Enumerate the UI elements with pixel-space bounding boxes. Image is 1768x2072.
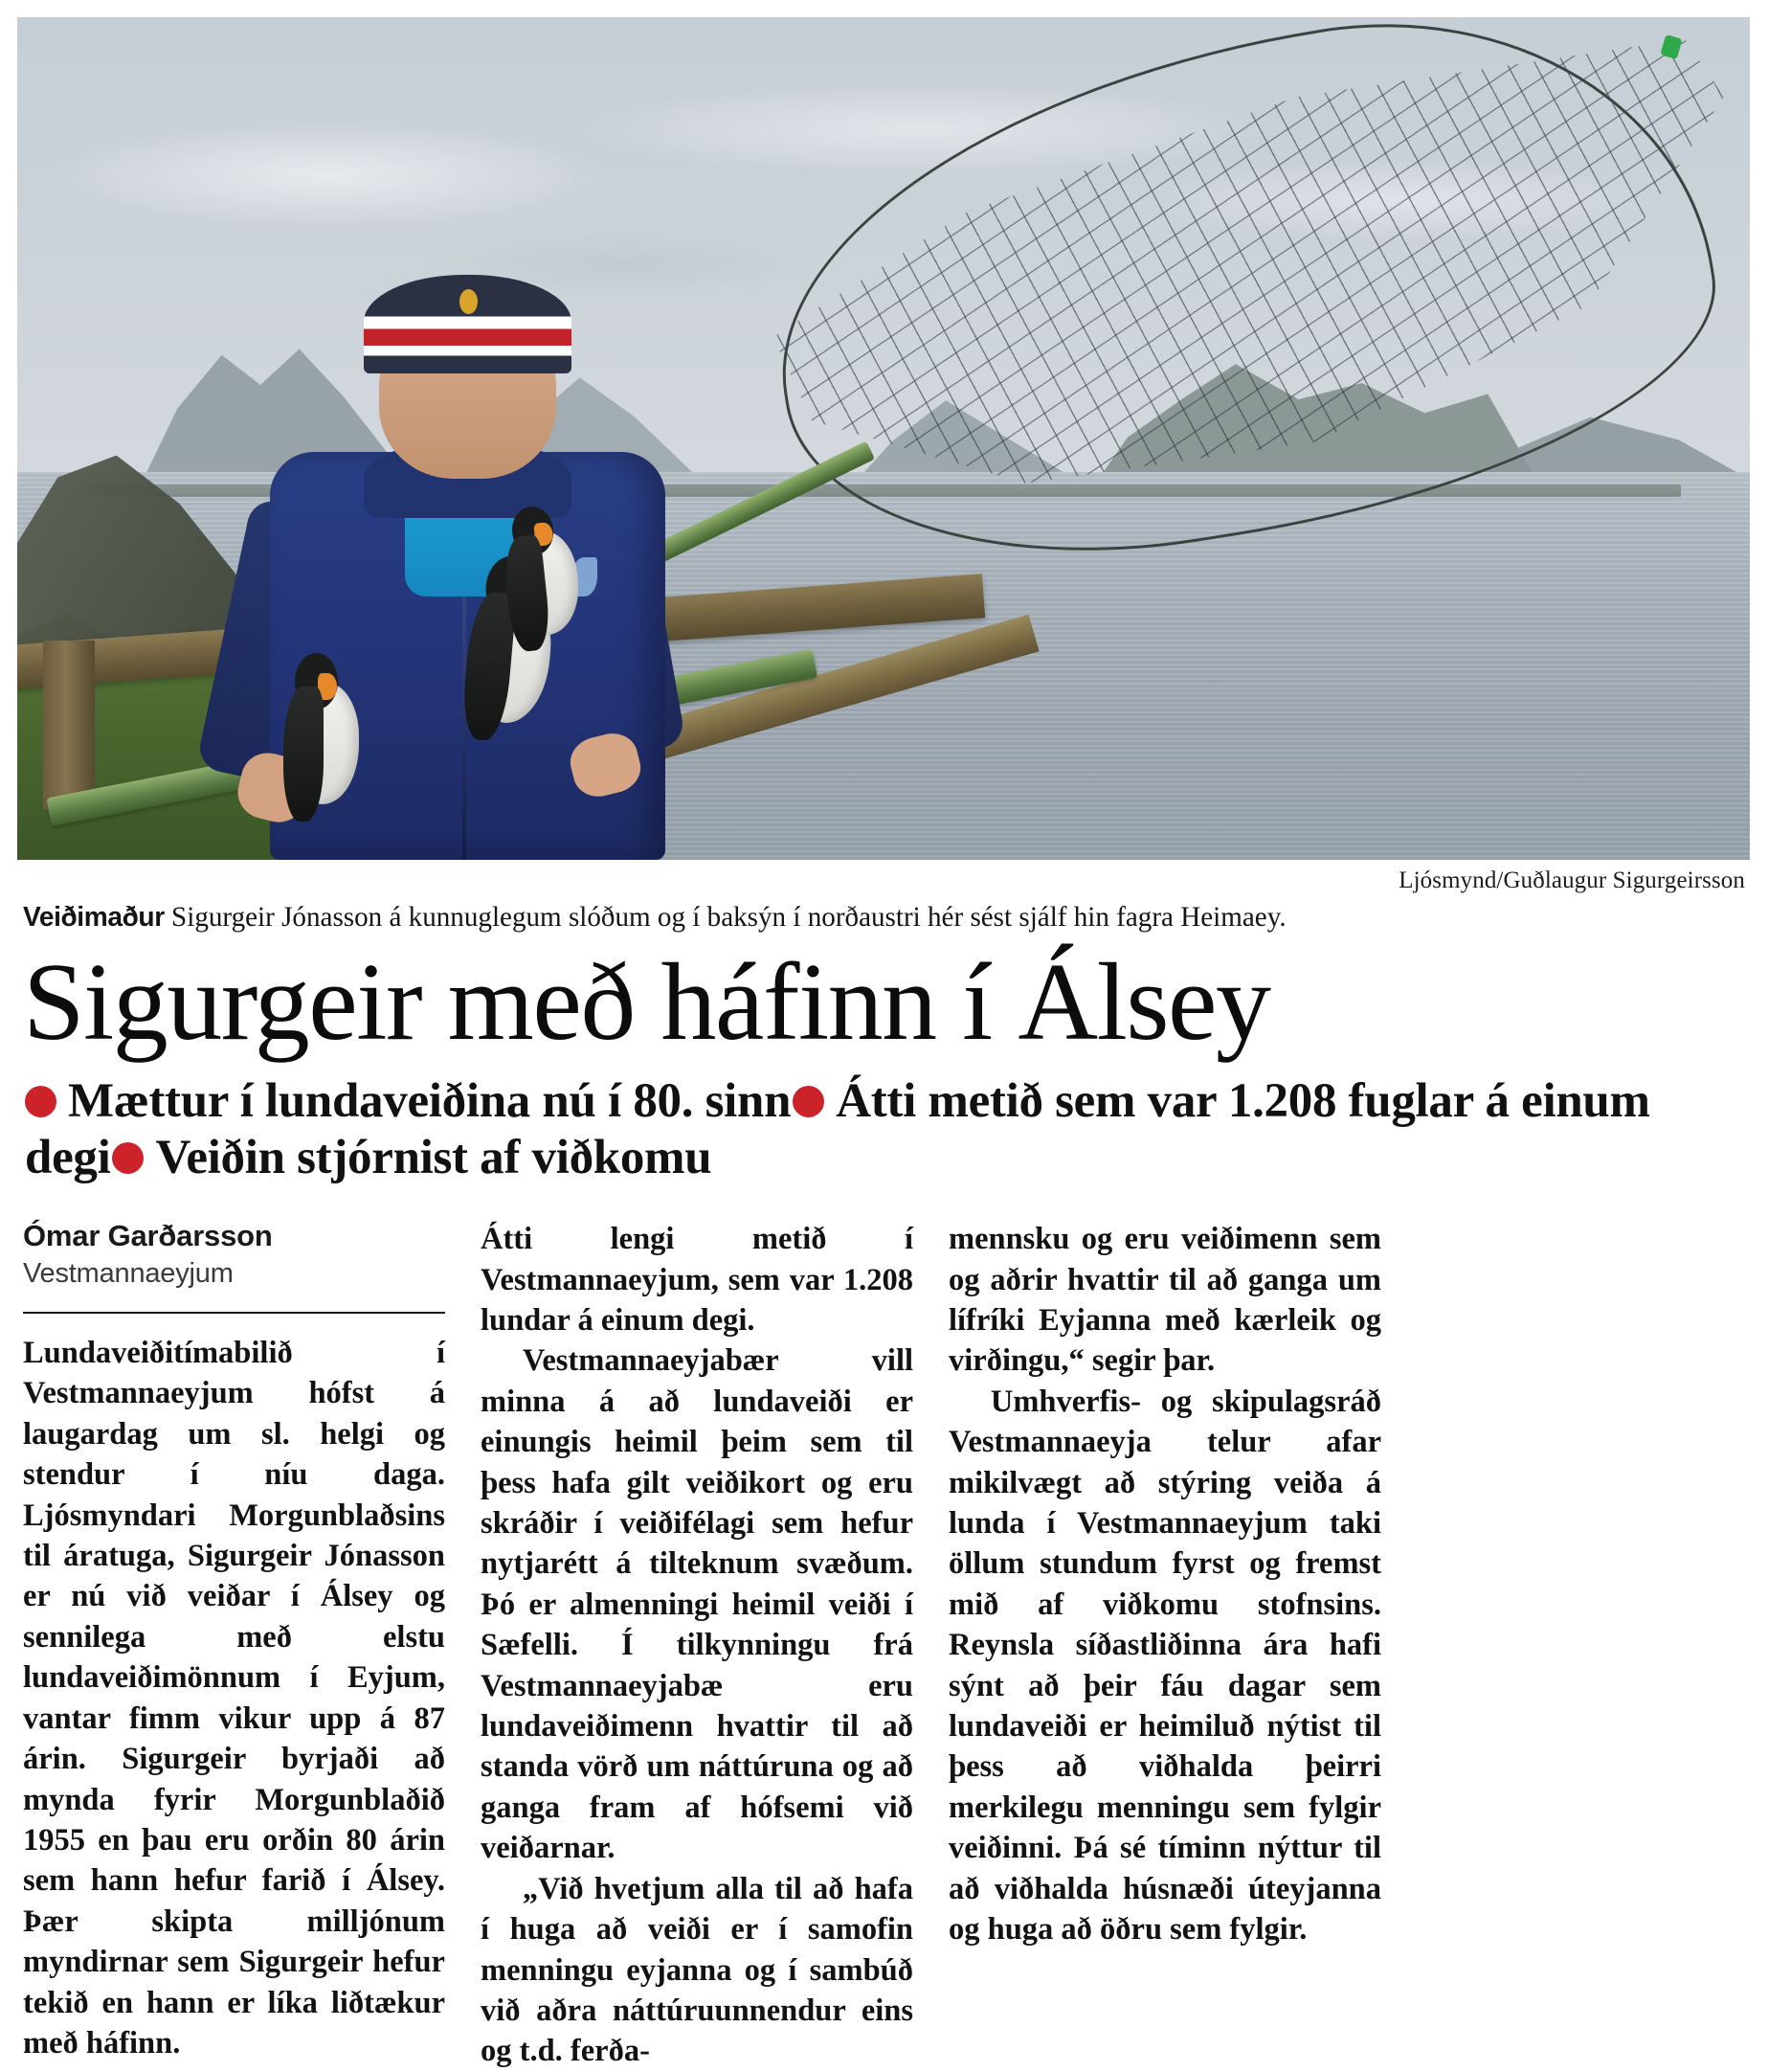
puffin-catch	[504, 528, 588, 677]
bullet-dot-icon	[25, 1086, 56, 1117]
caption-text: Sigurgeir Jónasson á kunnuglegum slóðum og í baksýn í norðaustri hér sést sjálf hin fagra Heimaey.	[164, 900, 1287, 933]
paragraph: mennsku og eru veiðimenn sem og aðrir hvattir til að ganga um lífríki Eyjanna með kærleik og virðingu,“ segir þar.	[949, 1222, 1381, 1379]
column-2-body	[481, 1219, 913, 2072]
byline-divider	[23, 1312, 445, 1314]
photo-caption	[23, 900, 1697, 934]
puffin-wing	[283, 687, 325, 822]
photo-scene	[17, 17, 1750, 860]
byline-author: Ómar Garðarsson	[23, 1219, 273, 1253]
newspaper-article-page	[0, 17, 1768, 2072]
column-3-body	[949, 1219, 1381, 1949]
subhead-item-1: Mættur í lundaveiðina nú í 80. sinn	[68, 1073, 792, 1128]
bullet-dot-icon	[793, 1086, 824, 1117]
subhead-item-2: Átti metið sem var 1.208 fuglar á einum degi	[25, 1073, 1650, 1185]
column-1	[23, 1219, 445, 2072]
caption-lead-word: Veiðimaður	[23, 901, 165, 933]
bullet-dot-icon	[112, 1142, 144, 1174]
puffin-net	[753, 34, 1724, 557]
subhead-item-3: Veiðin stjórnist af viðkomu	[155, 1131, 712, 1185]
paragraph: Átti lengi metið í Vestmannaeyjum, sem var 1.208 lundar á einum degi.	[481, 1222, 913, 1339]
article-columns	[23, 1219, 1745, 2072]
column-2	[481, 1219, 913, 2072]
puffin-catch	[286, 683, 359, 851]
hat-emblem-icon	[459, 289, 479, 315]
paragraph: Umhverfis- og skipulagsráð Vestmannaeyja telur afar mikilvægt að stýring veiða á lunda í Vestmannaeyjum taki öllum stundum fyrst og fremst mið af viðkomu stofnsins. Reynsla síðastliðinna ára hafi sýnt að þeir fáu dagar sem lundaveiði er heimiluð nýtist til þess að viðhalda þeirri merkilegu menningu sem fylgir veiðinni. Þá sé tíminn nýttur til að viðhalda húsnæði úteyjanna og huga að öðru sem fylgir.	[949, 1384, 1381, 1948]
striped-beanie	[364, 275, 571, 373]
byline-location: Vestmannaeyjum	[23, 1257, 234, 1289]
article-headline: Sigurgeir með háfinn í Álsey	[23, 940, 1270, 1064]
railing-post-left	[43, 641, 95, 809]
column-1-body	[23, 1333, 445, 2063]
paragraph: „Við hvetjum alla til að hafa í huga að veiði er í samofin menningu eyjanna og í sambúð við aðra náttúruunnendur eins og t.d. ferða-	[481, 1871, 913, 2069]
paragraph: Vestmannaeyjabær vill minna á að lundaveiði er einungis heimil þeim sem til þess hafa gilt veiðikort og eru skráðir í veiðifélagi sem hefur nytjarétt á tilteknum svæðum. Þó er almenningi heimil veiði í Sæfelli. Í tilkynningu frá Vestmannaeyjabæ eru lundaveiðimenn hvattir til að standa vörð um náttúruna og að ganga fram af hófsemi við veiðarnar.	[481, 1343, 913, 1866]
article-subhead	[25, 1073, 1747, 1186]
column-3	[949, 1219, 1381, 2072]
photo-credit: Ljósmynd/Guðlaugur Sigurgeirsson	[1399, 867, 1745, 893]
paragraph: Lundaveiðitímabilið í Vestmannaeyjum hófst á laugardag um sl. helgi og stendur í níu daga. Ljósmyndari Morgunblaðsins til áratuga, Sigurgeir Jónasson er nú við veiðar í Álsey og sennilega með elstu lundaveiðimönnum í Eyjum, vantar fimm vikur upp á 87 árin. Sigurgeir byrjaði að mynda fyrir Morgunblaðið 1955 en þau eru orðin 80 árin sem hann hefur farið í Álsey. Þær skipta milljónum myndirnar sem Sigurgeir hefur tekið en hann er líka liðtækur með háfinn.	[23, 1336, 445, 2061]
article-photo	[17, 17, 1750, 860]
net-rim	[753, 34, 1724, 557]
